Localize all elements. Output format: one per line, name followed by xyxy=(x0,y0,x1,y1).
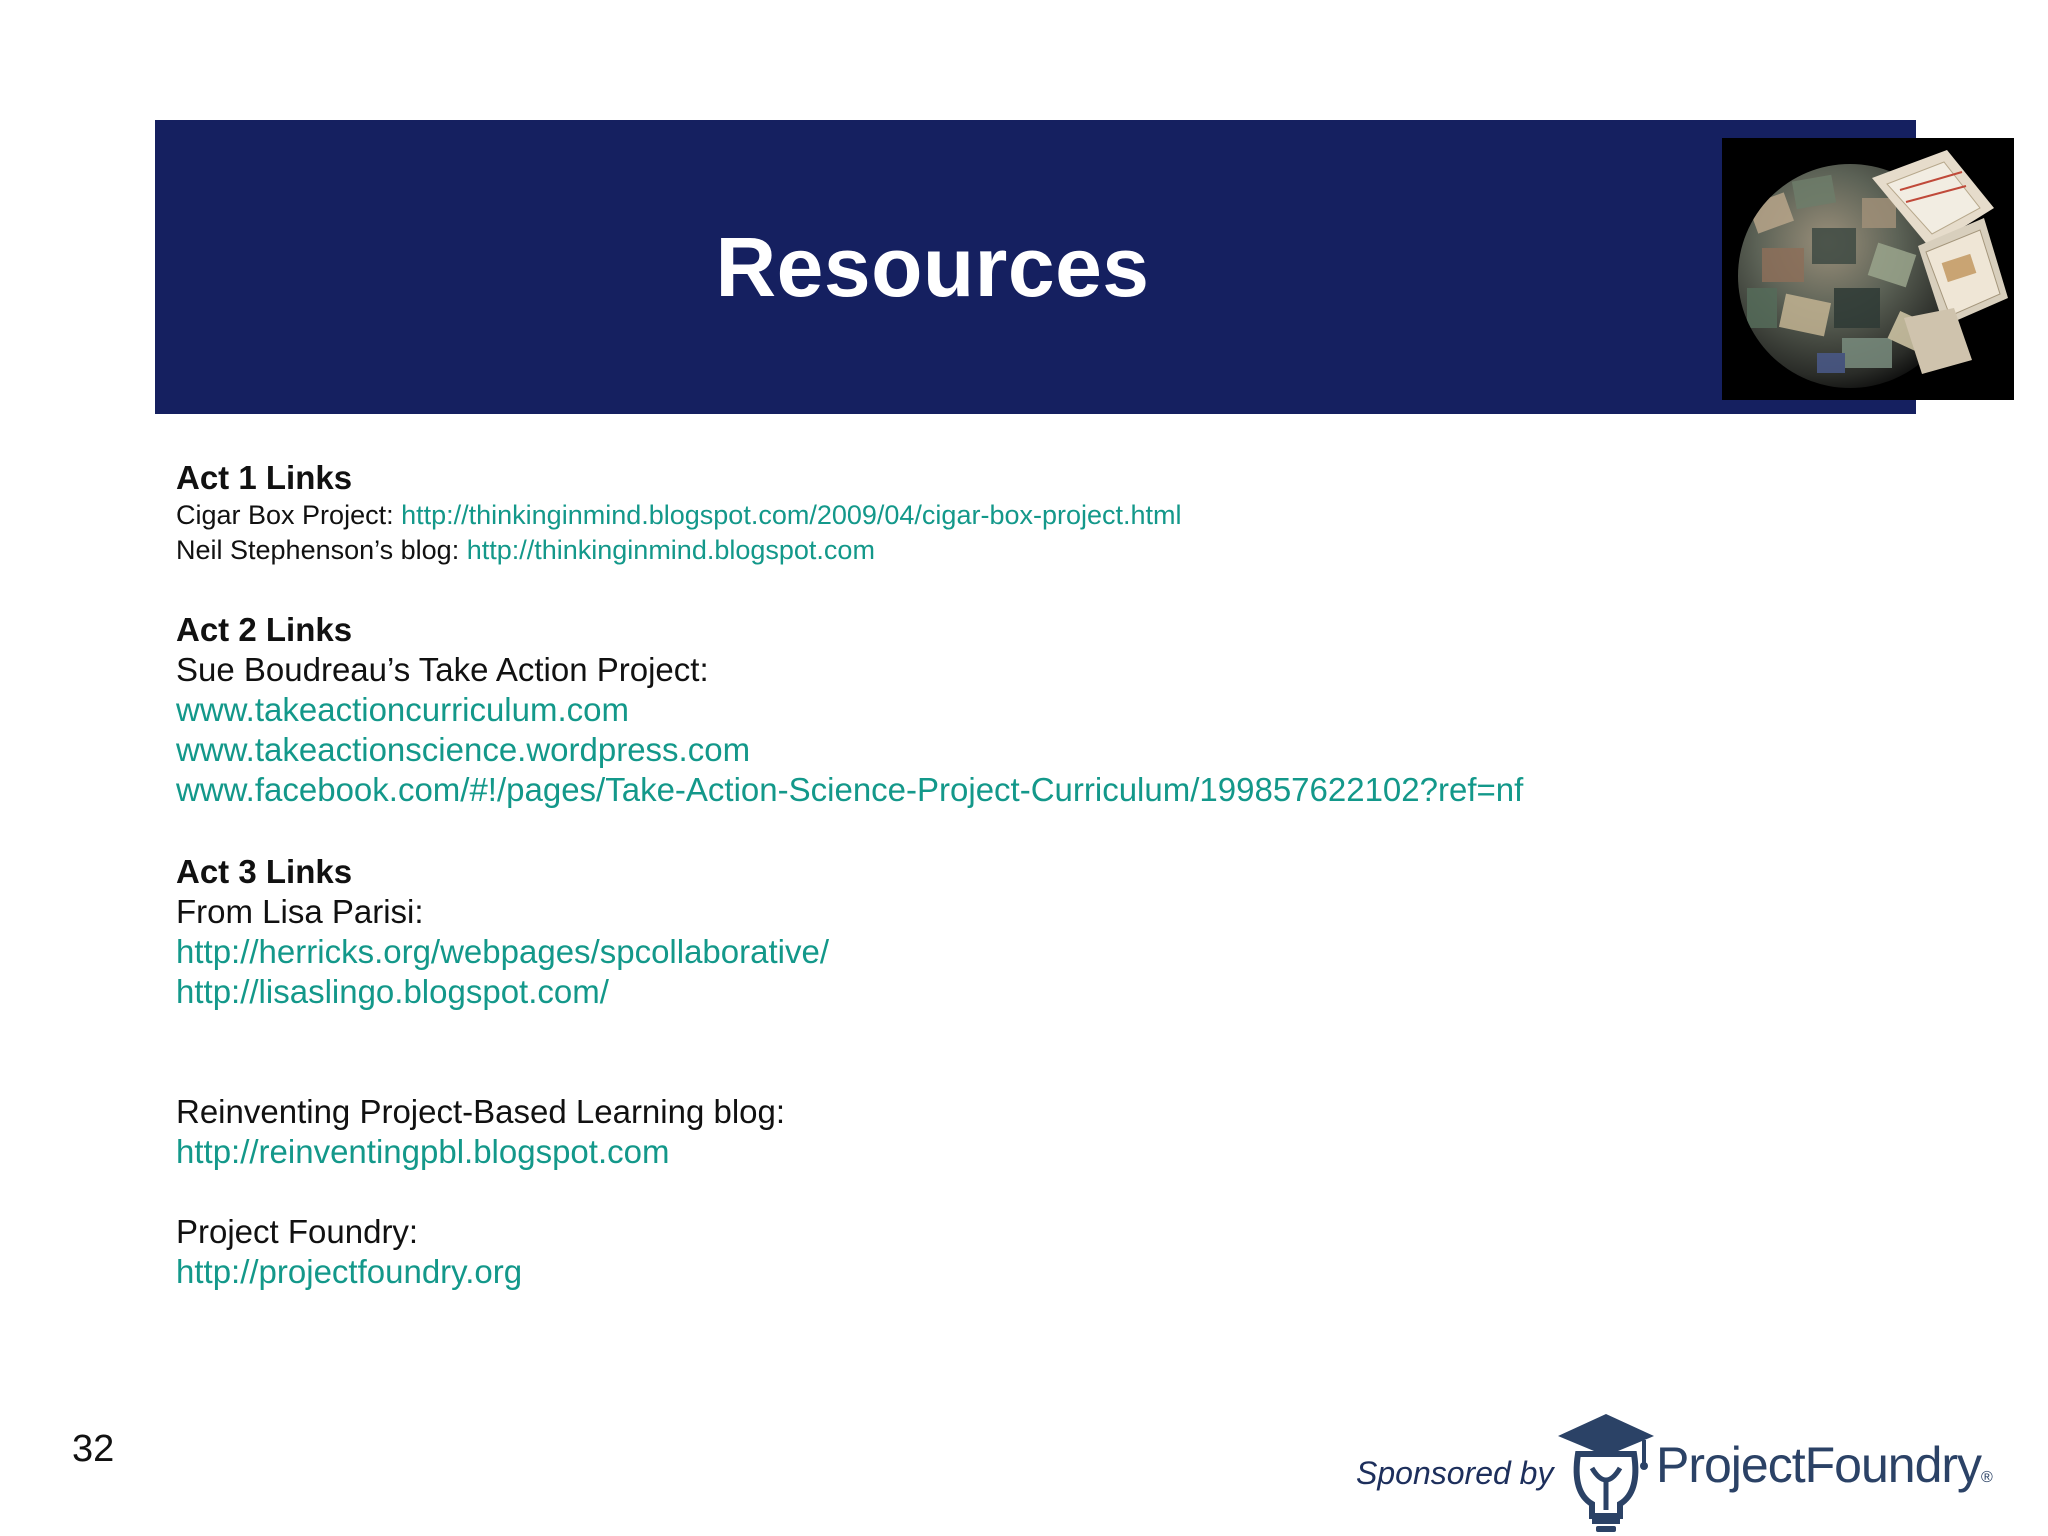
act1-label-stephenson-blog: Neil Stephenson’s blog: xyxy=(176,535,467,565)
reinventing-pbl-label: Reinventing Project-Based Learning blog: xyxy=(176,1093,786,1130)
act1-label-cigar-box: Cigar Box Project: xyxy=(176,500,402,530)
link-facebook-take-action[interactable]: www.facebook.com/#!/pages/Take-Action-Science-Project-Curriculum/199857622102?ref=nf xyxy=(176,771,1524,808)
act2-intro: Sue Boudreau’s Take Action Project: xyxy=(176,651,709,688)
globe-collage-icon xyxy=(1722,138,2014,400)
page-number: 32 xyxy=(72,1428,115,1470)
registered-mark: ® xyxy=(1981,1469,1992,1486)
link-cigar-box-project[interactable]: http://thinkinginmind.blogspot.com/2009/04/cigar-box-project.html xyxy=(401,500,1182,530)
act1-heading: Act 1 Links xyxy=(176,459,353,496)
logo-wordmark-text: ProjectFoundry xyxy=(1656,1437,1982,1493)
link-takeactionscience-wordpress[interactable]: www.takeactionscience.wordpress.com xyxy=(176,731,751,768)
act2-heading: Act 2 Links xyxy=(176,611,353,648)
act1-line-cigar-box xyxy=(176,498,1876,533)
sponsored-by-text: Sponsored by xyxy=(1356,1455,1554,1491)
link-thinkinginmind-blog[interactable]: http://thinkinginmind.blogspot.com xyxy=(466,535,875,565)
globe-collage-image xyxy=(1722,138,2014,400)
slide-title: Resources xyxy=(715,219,1150,314)
title-banner xyxy=(155,120,1916,414)
link-takeactioncurriculum[interactable]: www.takeactioncurriculum.com xyxy=(176,691,629,728)
logo-wordmark xyxy=(1656,1436,1992,1494)
project-foundry-label: Project Foundry: xyxy=(176,1213,419,1250)
link-lisaslingo-blog[interactable]: http://lisaslingo.blogspot.com/ xyxy=(176,973,609,1010)
link-herricks-spcollaborative[interactable]: http://herricks.org/webpages/spcollaborative/ xyxy=(176,933,830,970)
graduation-cap-lightbulb-icon xyxy=(1556,1412,1656,1536)
link-reinventingpbl-blog[interactable]: http://reinventingpbl.blogspot.com xyxy=(176,1133,670,1170)
act1-line-stephenson-blog xyxy=(176,533,1876,568)
link-projectfoundry[interactable]: http://projectfoundry.org xyxy=(176,1253,523,1290)
act3-intro: From Lisa Parisi: xyxy=(176,893,424,930)
resources-content xyxy=(176,458,1876,1292)
act3-heading: Act 3 Links xyxy=(176,853,353,890)
projectfoundry-logo xyxy=(1556,1412,1992,1536)
